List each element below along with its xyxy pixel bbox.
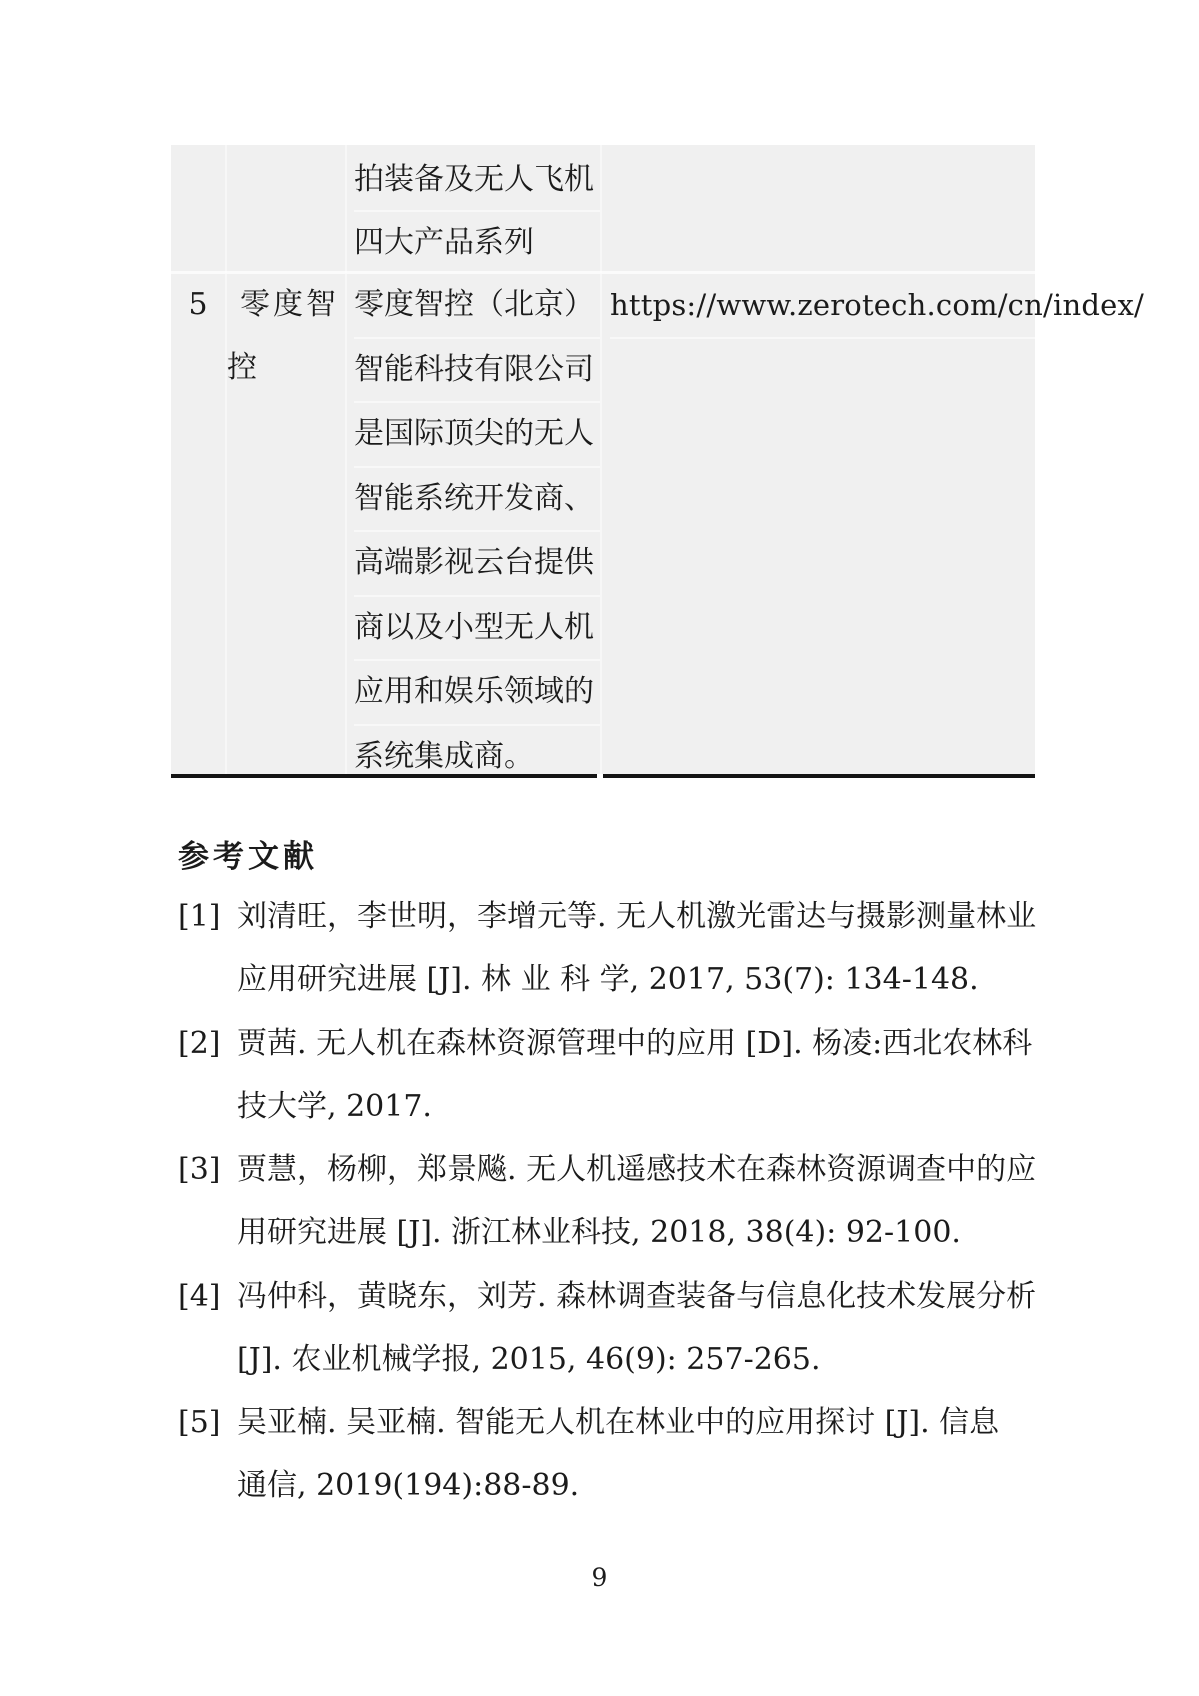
reference-line: 应用研究进展 [J]. 林 业 科 学, 2017, 53(7): 134-148. xyxy=(237,962,979,998)
page-number: 9 xyxy=(591,1563,608,1592)
reference-label: [5] xyxy=(178,1405,221,1440)
table-cell-url-empty xyxy=(600,145,1035,273)
description-line: 智能系统开发商、 xyxy=(354,468,600,533)
reference-line xyxy=(178,885,1048,948)
table-cell-description xyxy=(345,274,600,788)
references-heading: 参考文献 xyxy=(178,839,318,875)
reference-item xyxy=(178,1138,1048,1265)
reference-line: [J]. 农业机械学报, 2015, 46(9): 257-265. xyxy=(237,1341,821,1377)
description-line: 零度智控（北京） xyxy=(354,274,600,339)
reference-text: 刘清旺，李世明，李增元等. 无人机激光雷达与摄影测量林业 xyxy=(237,899,1037,934)
company-name-line: 零度智 xyxy=(240,287,339,322)
reference-item xyxy=(178,885,1048,1012)
reference-line xyxy=(178,1391,1048,1454)
reference-line: 用研究进展 [J]. 浙江林业科技, 2018, 38(4): 92-100. xyxy=(237,1215,961,1251)
description-line: 商以及小型无人机 xyxy=(354,597,600,662)
description-line: 是国际顶尖的无人 xyxy=(354,403,600,468)
description-line: 拍装备及无人飞机 xyxy=(354,149,600,212)
reference-line: 技大学, 2017. xyxy=(237,1088,432,1124)
company-name-line: 控 xyxy=(227,349,257,385)
table-cell-name-empty xyxy=(225,145,345,273)
reference-text: 冯仲科，黄晓东，刘芳. 森林调查装备与信息化技术发展分析 xyxy=(237,1278,1037,1314)
description-line: 智能科技有限公司 xyxy=(354,339,600,404)
reference-line xyxy=(178,1012,1048,1075)
references-section xyxy=(178,885,1048,1518)
company-url: https://www.zerotech.com/cn/index/ xyxy=(610,274,1035,339)
reference-line xyxy=(178,1138,1048,1201)
table-cell-url xyxy=(600,274,1144,788)
table-cell-index xyxy=(171,274,225,788)
description-line: 系统集成商。 xyxy=(354,738,534,774)
row-index: 5 xyxy=(188,287,208,322)
reference-item xyxy=(178,1391,1048,1518)
table-cell-company-name xyxy=(225,274,345,788)
reference-text: 吴亚楠. 吴亚楠. 智能无人机在林业中的应用探讨 [J]. 信息 xyxy=(237,1405,1000,1440)
description-line: 应用和娱乐领域的 xyxy=(354,661,600,726)
description-line: 高端影视云台提供 xyxy=(354,532,600,597)
reference-label: [2] xyxy=(178,1025,221,1061)
reference-label: [4] xyxy=(178,1278,221,1314)
reference-item xyxy=(178,1265,1048,1392)
table-bottom-border-left xyxy=(171,774,597,778)
reference-label: [1] xyxy=(178,899,221,934)
reference-item xyxy=(178,1012,1048,1139)
table-bottom-border-right xyxy=(603,774,1035,778)
table-cell-description xyxy=(345,145,600,273)
reference-line: 通信, 2019(194):88-89. xyxy=(237,1468,580,1504)
description-line: 四大产品系列 xyxy=(354,225,534,260)
table-row-continuation xyxy=(171,145,1035,274)
table-cell-index-empty xyxy=(171,145,225,273)
reference-text: 贾慧，杨柳，郑景飚. 无人机遥感技术在森林资源调查中的应 xyxy=(237,1152,1037,1187)
company-table xyxy=(171,145,1144,774)
reference-label: [3] xyxy=(178,1152,221,1187)
reference-text: 贾茜. 无人机在森林资源管理中的应用 [D]. 杨凌:西北农林科 xyxy=(237,1025,1033,1061)
table-row xyxy=(171,274,1144,774)
reference-line xyxy=(178,1265,1048,1328)
